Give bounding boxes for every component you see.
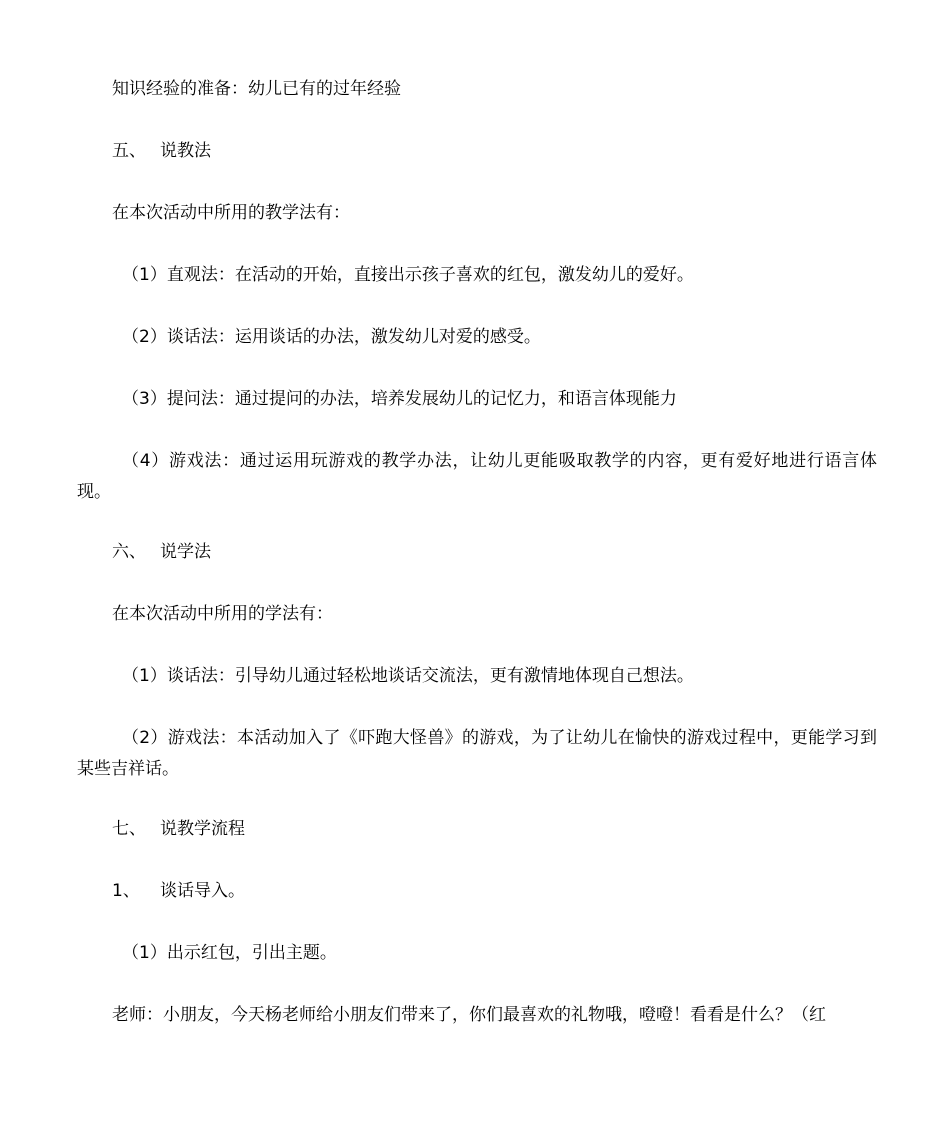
- section-heading-teaching-flow: [112, 814, 245, 845]
- section-heading-learning-methods: [112, 537, 211, 568]
- section-heading-teaching-methods: [112, 136, 211, 167]
- teaching-methods-intro: 在本次活动中所用的教学法有：: [112, 203, 350, 223]
- section-number: 五、: [112, 141, 146, 161]
- learning-item-2: （2）游戏法：本活动加入了《吓跑大怪兽》的游戏，为了让幼儿在愉快的游戏过程中，更能学习到某些吉祥话。: [77, 728, 877, 779]
- step-item-1: （1）出示红包，引出主题。: [122, 943, 337, 963]
- section-number: 六、: [112, 542, 146, 562]
- section-title: 说学法: [160, 542, 211, 562]
- learning-methods-intro: 在本次活动中所用的学法有：: [112, 604, 333, 624]
- method-item-1: （1）直观法：在活动的开始，直接出示孩子喜欢的红包，激发幼儿的爱好。: [122, 265, 694, 285]
- step-heading-1: [112, 876, 245, 907]
- teacher-dialogue-line: 老师：小朋友，今天杨老师给小朋友们带来了，你们最喜欢的礼物哦，噔噔！看看是什么？（红: [112, 1005, 826, 1025]
- section-title: 说教法: [160, 141, 211, 161]
- method-item-2: （2）谈话法：运用谈话的办法，激发幼儿对爱的感受。: [122, 327, 541, 347]
- learning-item-1: （1）谈话法：引导幼儿通过轻松地谈话交流法，更有激情地体现自己想法。: [122, 666, 694, 686]
- section-number: 七、: [112, 819, 146, 839]
- step-title: 谈话导入。: [160, 881, 245, 901]
- knowledge-preparation-line: 知识经验的准备：幼儿已有的过年经验: [112, 79, 401, 99]
- step-number: 1、: [112, 881, 140, 901]
- method-item-3: （3）提问法：通过提问的办法，培养发展幼儿的记忆力，和语言体现能力: [122, 389, 677, 409]
- method-item-4: （4）游戏法：通过运用玩游戏的教学办法，让幼儿更能吸取教学的内容，更有爱好地进行语言体现。: [77, 451, 877, 502]
- section-title: 说教学流程: [160, 819, 245, 839]
